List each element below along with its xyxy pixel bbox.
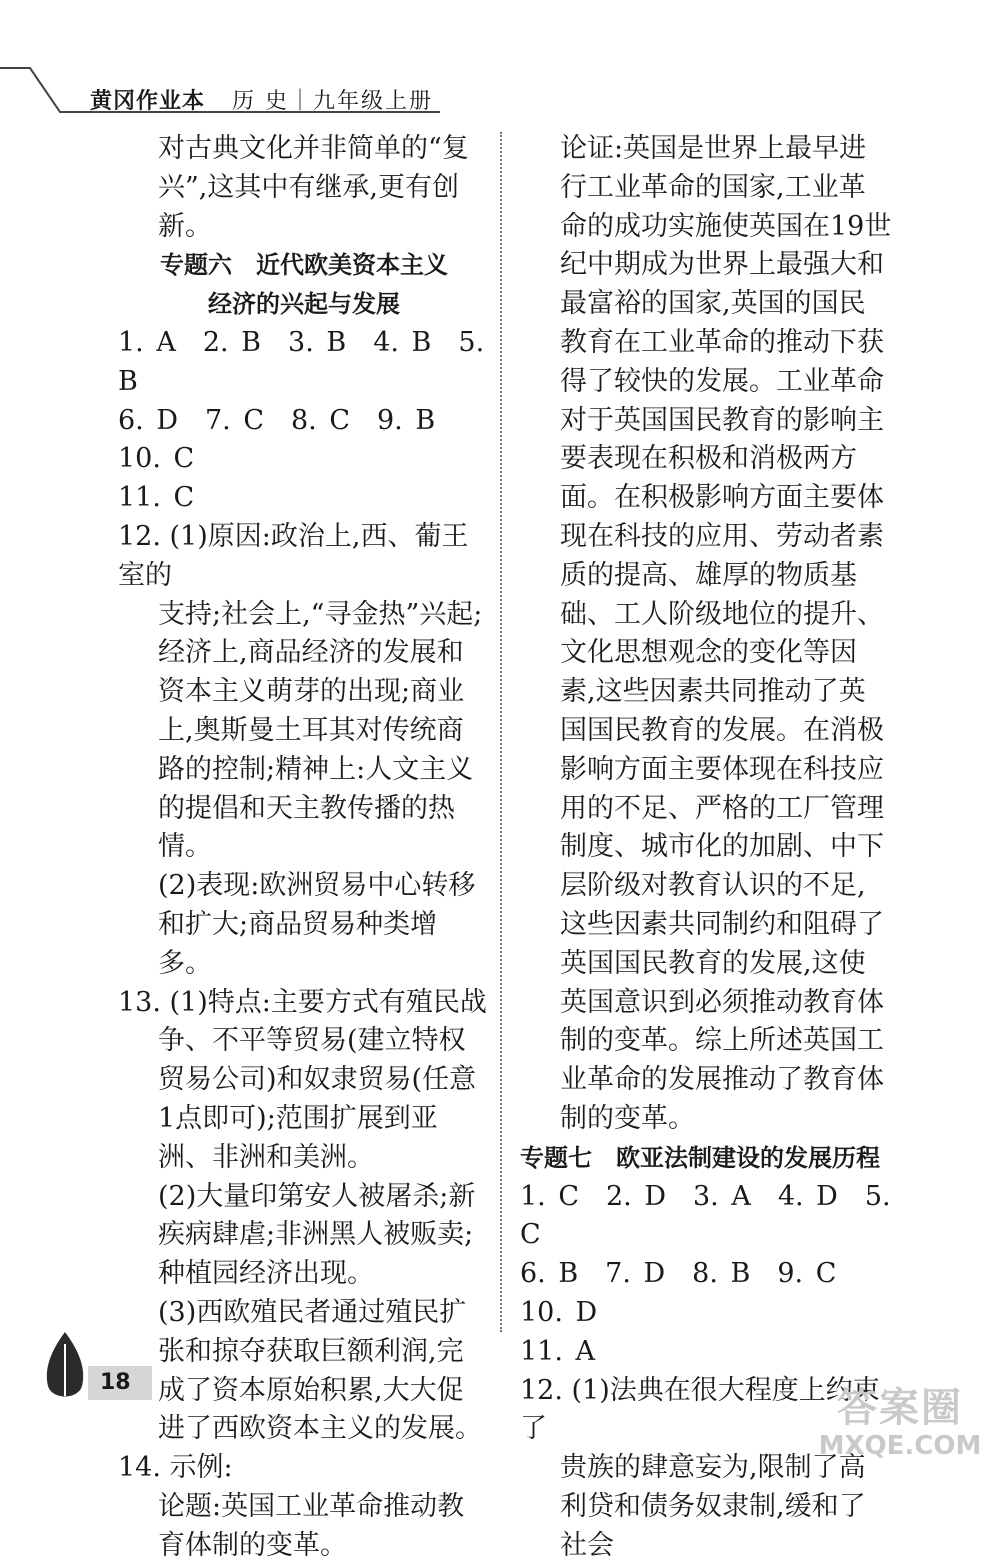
q13-part1-start: 13. (1)特点:主要方式有殖民战: [118, 986, 487, 1018]
topic7-heading: 专题七 欧亚法制建设的发展历程: [520, 1143, 880, 1172]
leaf-icon: [40, 1330, 90, 1405]
q14-start: 14. 示例:: [118, 1452, 233, 1484]
q12-part1-start: 12. (1)法典在很大程度上约束了: [520, 1374, 880, 1445]
watermark-logo-text: 答案圈: [837, 1385, 963, 1431]
answer-row-1: 1. C 2. D 3. A 4. D 5. C: [520, 1180, 891, 1251]
watermark: [800, 1385, 1000, 1461]
book-title: 黄冈作业本: [90, 89, 206, 114]
q14-thesis: 论题:英国工业革命推动教育体制的变革。: [158, 1490, 465, 1561]
q12-part1-start: 12. (1)原因:政治上,西、葡王室的: [118, 520, 469, 591]
topic6-heading-line1: 专题六 近代欧美资本主义: [160, 251, 448, 280]
q12-part2: (2)表现:欧洲贸易中心转移和扩大;商品贸易种类增多。: [158, 870, 476, 979]
watermark-url: MXQE.COM: [818, 1431, 982, 1461]
q12-part1-body: 支持;社会上,“寻金热”兴起;经济上,商品经济的发展和资本主义萌芽的出现;商业上,奥斯曼土耳其对传统商路的控制;精神上:人文主义的提倡和天主教传播的热情。: [158, 598, 483, 863]
book-subject: 历 史｜九年级上册: [232, 89, 433, 114]
q12-part1-body: 贵族的肆意妄为,限制了高利贷和债务奴隶制,缓和了社会: [560, 1452, 866, 1561]
answer-row-2: 6. D 7. C 8. C 9. B 10. C: [118, 404, 463, 475]
left-column: [118, 130, 490, 1565]
answer-row-3: 11. C: [118, 482, 195, 514]
q13-part1-body: 争、不平等贸易(建立特权贸易公司)和奴隶贸易(任意1点即可);范围扩展到亚洲、非洲和美洲。: [158, 1025, 477, 1173]
q14-argument: 论证:英国是世界上最早进行工业革命的国家,工业革命的成功实施使英国在19世纪中期成为世界上最强大和最富裕的国家,英国的国民教育在工业革命的推动下获得了较快的发展。工业革命对于英国国民教育的影响主要表现在积极和消极两方面。在积极影响方面主要体现在科技的应用、劳动者素质的提高、雄厚的物质基础、工人阶级地位的提升、文化思想观念的变化等因素,这些因素共同推动了英国国民教育的发展。在消极影响方面主要体现在科技应用的不足、严格的工厂管理制度、城市化的加剧、中下层阶级对教育认识的不足,这些因素共同制约和阻碍了英国国民教育的发展,这使英国意识到必须推动教育体制的变革。综上所述英国工业革命的发展推动了教育体制的变革。: [560, 133, 892, 1134]
q13-part2: (2)大量印第安人被屠杀;新疾病肆虐;非洲黑人被贩卖;种植园经济出现。: [158, 1180, 476, 1290]
page-number: 18: [100, 1370, 131, 1395]
page-header: [0, 60, 1000, 130]
answer-row-2: 6. B 7. D 8. B 9. C 10. D: [520, 1258, 864, 1328]
paragraph-continuation: 对古典文化并非简单的“复兴”,这其中有继承,更有创新。: [158, 133, 469, 242]
right-column: [520, 130, 892, 1565]
column-divider: [500, 132, 502, 1332]
answer-row-1: 1. A 2. B 3. B 4. B 5. B: [118, 326, 485, 397]
topic6-heading-line2: 经济的兴起与发展: [208, 290, 400, 319]
answer-row-3: 11. A: [520, 1335, 596, 1367]
q13-part3: (3)西欧殖民者通过殖民扩张和掠夺获取巨额利润,完成了资本原始积累,大大促进了西欧资本主义的发展。: [158, 1296, 482, 1445]
